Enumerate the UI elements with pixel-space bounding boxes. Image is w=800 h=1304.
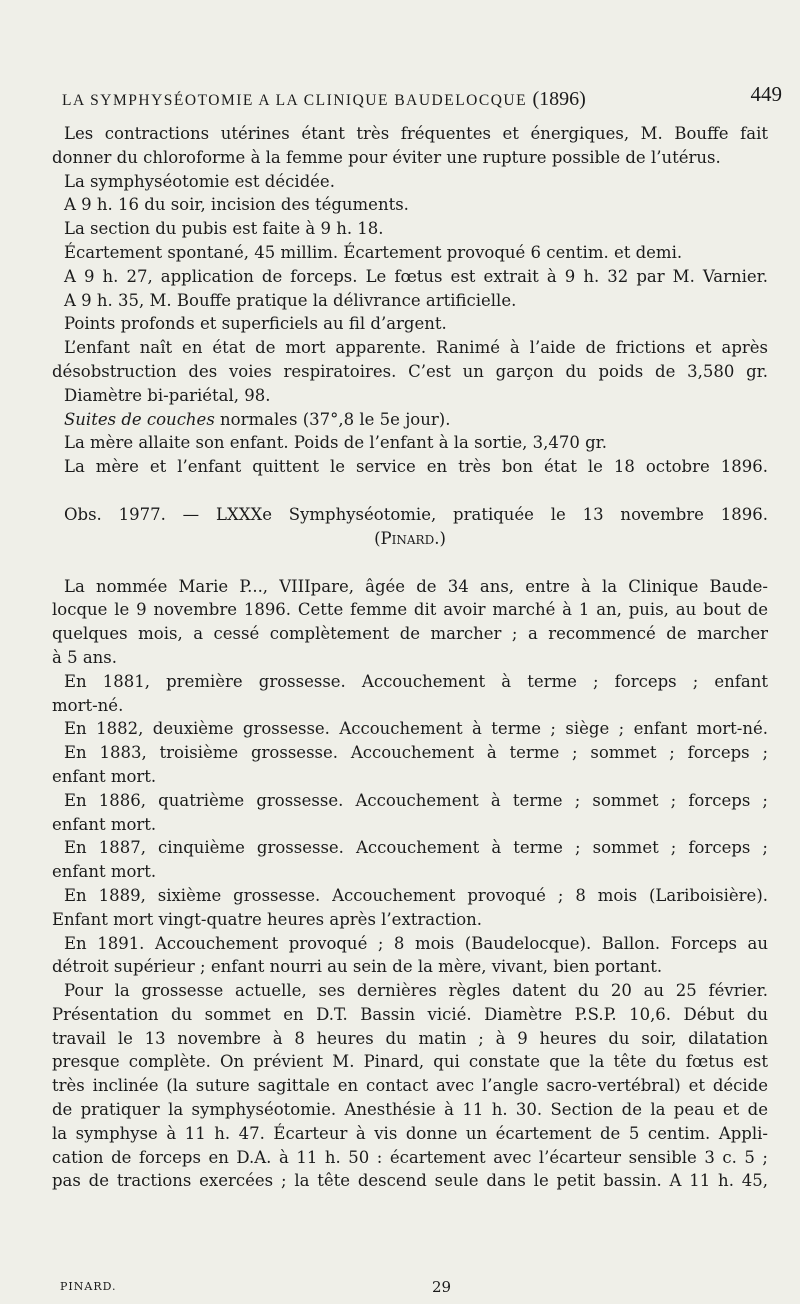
text-line: la symphyse à 11 h. 47. Écarteur à vis donne un écartement de 5 centim. Appli- bbox=[52, 1123, 768, 1143]
text-line: En 1889, sixième grossesse. Accouchement provoqué ; 8 mois (Lariboisière). bbox=[64, 885, 768, 905]
page-number: 449 bbox=[750, 82, 782, 106]
text-line bbox=[52, 408, 768, 432]
text-line: quelques mois, a cessé complètement de marcher ; a recommencé de marcher bbox=[52, 624, 768, 644]
text-line: En 1882, deuxième grossesse. Accouchement à terme ; siège ; enfant mort-né. bbox=[64, 719, 768, 739]
text-line: mort-né. bbox=[52, 695, 124, 715]
text-line: enfant mort. bbox=[52, 862, 157, 882]
running-title bbox=[62, 88, 586, 111]
text-line: La mère et l’enfant quittent le service en très bon état le 18 octobre 1896. bbox=[64, 457, 768, 477]
italic-suites: Suites de couches bbox=[64, 409, 215, 429]
observation-heading: Obs. 1977. — LXXXe Symphyséotomie, pratiquée le 13 novembre 1896. bbox=[64, 504, 768, 524]
signature-mark: 29 bbox=[432, 1278, 452, 1296]
text-line: Pour la grossesse actuelle, ses dernières règles datent du 20 au 25 février. bbox=[64, 981, 768, 1001]
text-line: A 9 h. 16 du soir, incision des téguments. bbox=[64, 195, 409, 215]
text-line: En 1881, première grossesse. Accouchement à terme ; forceps ; enfant bbox=[64, 671, 768, 691]
spacer bbox=[52, 551, 768, 575]
observation-author: (Pinard.) bbox=[374, 528, 446, 548]
text-line: très inclinée (la suture sagittale en contact avec l’angle sacro-vertébral) et décide bbox=[52, 1076, 768, 1096]
text-line: Enfant mort vingt-quatre heures après l’extraction. bbox=[52, 909, 483, 929]
text-line: La nommée Marie P..., VIIIpare, âgée de 34 ans, entre à la Clinique Baude- bbox=[64, 576, 768, 596]
text-line: En 1883, troisième grossesse. Accouchement à terme ; sommet ; forceps ; bbox=[64, 743, 768, 763]
text-line: Diamètre bi-pariétal, 98. bbox=[64, 385, 271, 405]
text-line: cation de forceps en D.A. à 11 h. 50 : écartement avec l’écarteur sensible 3 c. 5 ; bbox=[52, 1147, 768, 1167]
suites-rest: normales (37°,8 le 5e jour). bbox=[214, 409, 451, 429]
text-line: désobstruction des voies respiratoires. C’est un garçon du poids de 3,580 gr. bbox=[52, 361, 768, 381]
text-line: à 5 ans. bbox=[52, 647, 118, 667]
text-line: La mère allaite son enfant. Poids de l’enfant à la sortie, 3,470 gr. bbox=[64, 433, 607, 453]
text-line: enfant mort. bbox=[52, 814, 157, 834]
text-line: Points profonds et superficiels au fil d’argent. bbox=[64, 314, 447, 334]
footer-author: PINARD. bbox=[60, 1280, 117, 1293]
running-header bbox=[62, 80, 782, 116]
text-line: presque complète. On prévient M. Pinard, qui constate que la tête du fœtus est bbox=[52, 1052, 768, 1072]
text-line: donner du chloroforme à la femme pour éviter une rupture possible de l’utérus. bbox=[52, 147, 721, 167]
text-line: A 9 h. 27, application de forceps. Le fœtus est extrait à 9 h. 32 par M. Varnier. bbox=[64, 266, 768, 286]
text-line: pas de tractions exercées ; la tête descend seule dans le petit bassin. A 11 h. 45, bbox=[52, 1171, 768, 1191]
text-line: Les contractions utérines étant très fréquentes et énergiques, M. Bouffe fait bbox=[64, 124, 768, 143]
text-line: La symphyséotomie est décidée. bbox=[64, 171, 335, 191]
text-line: A 9 h. 35, M. Bouffe pratique la délivrance artificielle. bbox=[64, 290, 517, 310]
running-title-year: (1896) bbox=[532, 88, 586, 110]
text-line: Écartement spontané, 45 millim. Écartement provoqué 6 centim. et demi. bbox=[64, 242, 683, 262]
text-line: Présentation du sommet en D.T. Bassin vicié. Diamètre P.S.P. 10,6. Début du bbox=[52, 1004, 768, 1024]
body-text bbox=[52, 122, 768, 1193]
text-line: de pratiquer la symphyséotomie. Anesthésie à 11 h. 30. Section de la peau et de bbox=[52, 1100, 768, 1120]
text-line: La section du pubis est faite à 9 h. 18. bbox=[64, 219, 384, 239]
text-line: L’enfant naît en état de mort apparente. Ranimé à l’aide de frictions et après bbox=[64, 338, 768, 358]
spacer bbox=[52, 479, 768, 503]
text-line: En 1886, quatrième grossesse. Accouchement à terme ; sommet ; forceps ; bbox=[64, 790, 768, 810]
page-footer bbox=[0, 1280, 800, 1300]
text-line: détroit supérieur ; enfant nourri au sein de la mère, vivant, bien portant. bbox=[52, 957, 663, 977]
text-line: travail le 13 novembre à 8 heures du matin ; à 9 heures du soir, dilatation bbox=[52, 1028, 768, 1048]
text-line: locque le 9 novembre 1896. Cette femme dit avoir marché à 1 an, puis, au bout de bbox=[52, 600, 768, 620]
text-line: enfant mort. bbox=[52, 766, 157, 786]
text-line: En 1891. Accouchement provoqué ; 8 mois (Baudelocque). Ballon. Forceps au bbox=[64, 933, 768, 953]
text-line: En 1887, cinquième grossesse. Accouchement à terme ; sommet ; forceps ; bbox=[64, 838, 768, 858]
running-title-text: LA SYMPHYSÉOTOMIE A LA CLINIQUE BAUDELOCQUE bbox=[62, 92, 528, 109]
